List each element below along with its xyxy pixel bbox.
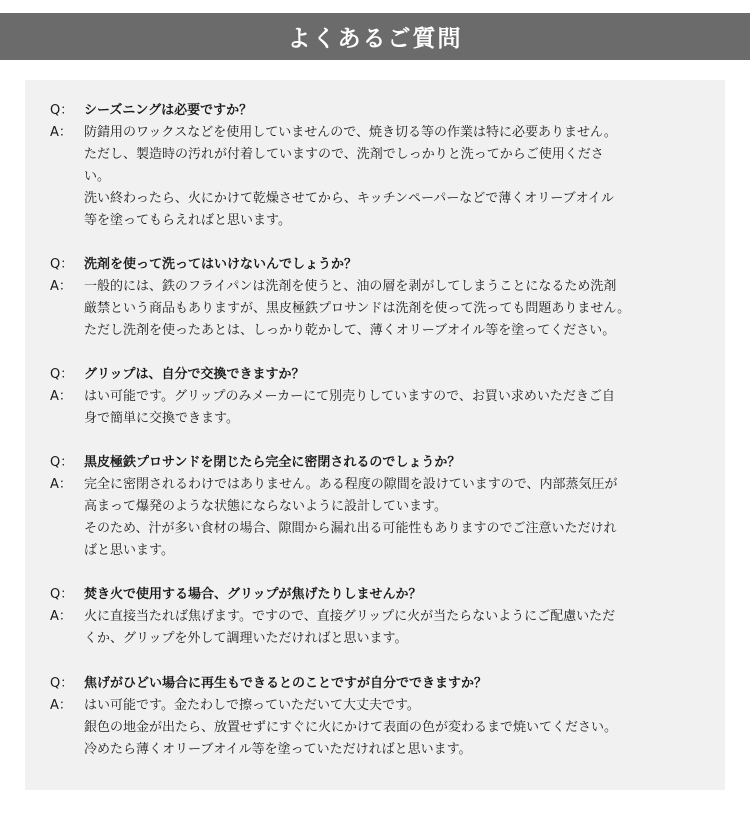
- answer-row: [50, 276, 700, 342]
- question-prefix: Q：: [50, 587, 74, 602]
- faq-item: [50, 452, 700, 562]
- answer-line: そのため、汁が多い食材の場合、隙間から漏れ出る可能性もありますのでご注意いただけれ: [84, 521, 617, 536]
- faq-item: [50, 100, 700, 232]
- answer-line: 完全に密閉されるわけではありません。ある程度の隙間を設けていますので、内部蒸気圧が: [84, 477, 618, 492]
- answer-line: ただし、製造時の汚れが付着していますので、洗剤でしっかりと洗ってからご使用くださ: [84, 147, 604, 162]
- answer-line: 銀色の地金が出たら、放置せずにすぐに火にかけて表面の色が変わるまで焼いてください。: [84, 720, 618, 735]
- answer-line: はい可能です。金たわしで擦っていただいて大丈夫です。: [84, 698, 420, 713]
- question-row: [50, 452, 700, 474]
- answer-line: 等を塗ってもらえればと思います。: [84, 213, 291, 228]
- question-row: [50, 673, 700, 695]
- faq-item: [50, 673, 700, 761]
- answer-line: い。: [84, 169, 111, 184]
- answer-text: [84, 606, 700, 650]
- faq-header-bar: [0, 13, 750, 60]
- answer-row: [50, 474, 700, 562]
- faq-item: [50, 364, 700, 430]
- answer-line: はい可能です。グリップのみメーカーにて別売りしていますので、お買い求めいただきご自: [84, 389, 615, 404]
- question-text: 焦げがひどい場合に再生もできるとのことですが自分でできますか？: [84, 676, 488, 691]
- answer-line: 洗い終わったら、火にかけて乾燥させてから、キッチンペーパーなどで薄くオリーブオイル: [84, 191, 614, 206]
- faq-item: [50, 254, 700, 342]
- answer-text: [84, 122, 700, 232]
- question-prefix: Q：: [50, 367, 74, 382]
- answer-line: 防錆用のワックスなどを使用していませんので、焼き切る等の作業は特に必要ありません。: [84, 125, 617, 140]
- answer-prefix: A：: [50, 125, 72, 140]
- answer-line: 冷めたら薄くオリーブオイル等を塗っていただければと思います。: [84, 742, 472, 757]
- answer-row: [50, 386, 700, 430]
- answer-line: 高まって爆発のような状態にならないように設計しています。: [84, 499, 447, 514]
- answer-prefix: A：: [50, 279, 72, 294]
- question-prefix: Q：: [50, 676, 74, 691]
- question-row: [50, 100, 700, 122]
- page-title: よくあるご質問: [287, 26, 463, 52]
- answer-prefix: A：: [50, 389, 72, 404]
- answer-row: [50, 122, 700, 232]
- answer-text: [84, 386, 700, 430]
- answer-row: [50, 606, 700, 650]
- answer-line: 身で簡単に交換できます。: [84, 411, 239, 426]
- answer-line: ばと思います。: [84, 543, 174, 558]
- answer-line: くか、グリップを外して調理いただければと思います。: [84, 631, 408, 646]
- question-row: [50, 254, 700, 276]
- question-row: [50, 364, 700, 386]
- answer-prefix: A：: [50, 698, 72, 713]
- answer-line: 一般的には、鉄のフライパンは洗剤を使うと、油の層を剥がしてしまうことになるため洗剤: [84, 279, 617, 294]
- faq-item: [50, 584, 700, 650]
- answer-text: [84, 474, 700, 562]
- question-prefix: Q：: [50, 455, 74, 470]
- answer-line: 厳禁という商品もありますが、黒皮極鉄プロサンドは洗剤を使って洗っても問題ありません。: [84, 301, 631, 316]
- question-prefix: Q：: [50, 103, 74, 118]
- question-prefix: Q：: [50, 257, 74, 272]
- question-text: シーズニングは必要ですか？: [84, 103, 253, 118]
- question-row: [50, 584, 700, 606]
- answer-row: [50, 695, 700, 761]
- answer-text: [84, 276, 700, 342]
- answer-text: [84, 695, 700, 761]
- answer-line: ただし洗剤を使ったあとは、しっかり乾かして、薄くオリーブオイル等を塗ってください。: [84, 323, 616, 338]
- answer-line: 火に直接当たれば焦げます。ですので、直接グリップに火が当たらないようにご配慮いただ: [84, 609, 616, 624]
- answer-prefix: A：: [50, 477, 72, 492]
- question-text: 洗剤を使って洗ってはいけないんでしょうか？: [84, 257, 358, 272]
- question-text: 焚き火で使用する場合、グリップが焦げたりしませんか？: [84, 587, 422, 602]
- answer-prefix: A：: [50, 609, 72, 624]
- question-text: 黒皮極鉄プロサンドを閉じたら完全に密閉されるのでしょうか？: [84, 455, 461, 470]
- question-text: グリップは、自分で交換できますか？: [84, 367, 305, 382]
